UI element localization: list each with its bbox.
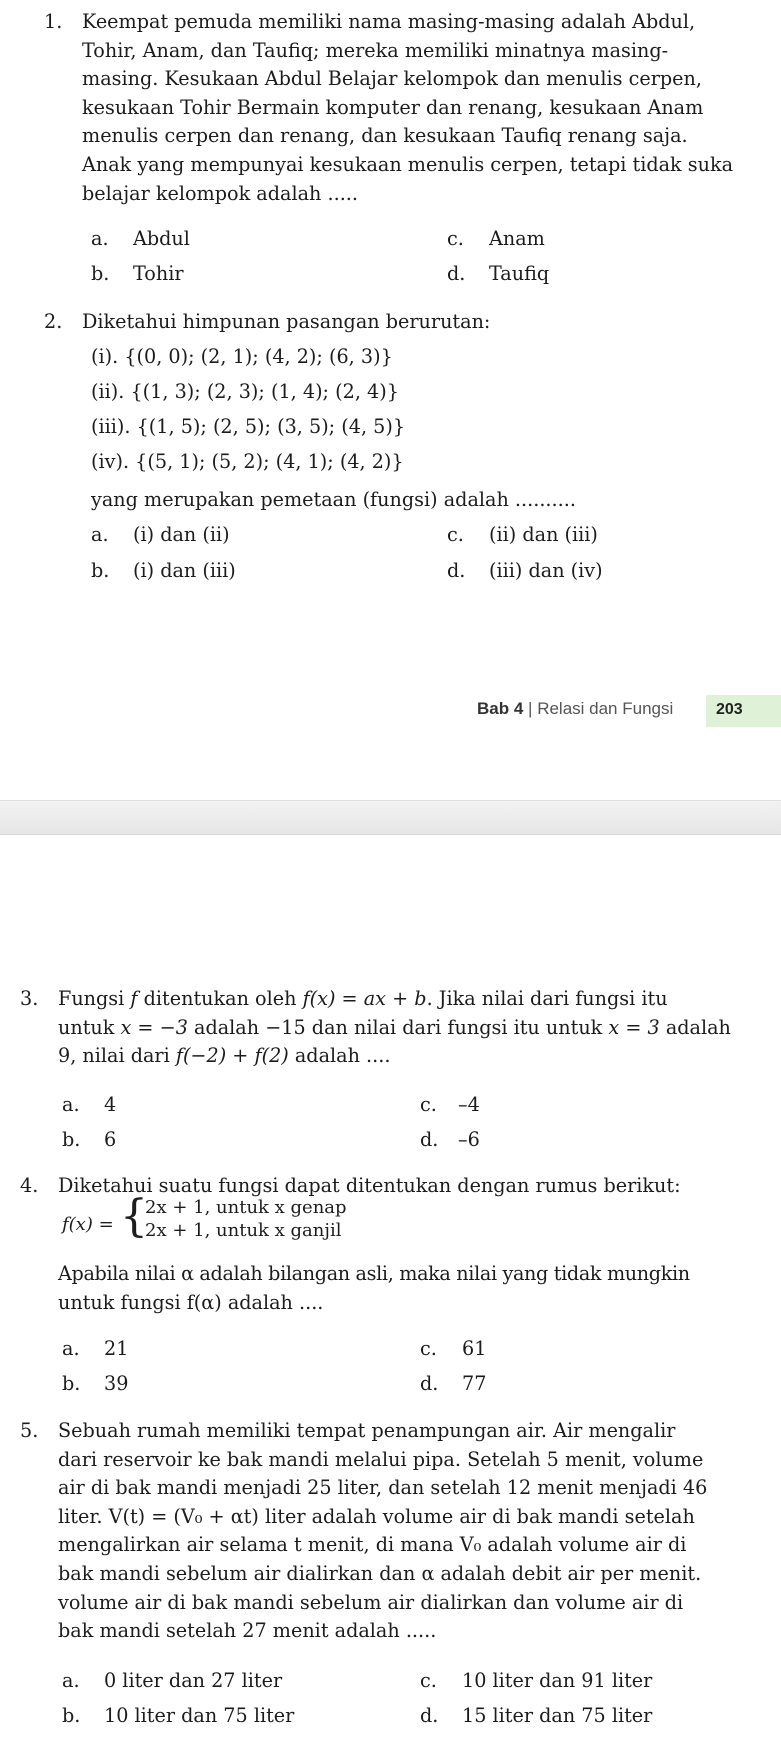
piecewise-brace: { [120, 1191, 148, 1242]
set-label: (i). [91, 345, 119, 368]
question-line: masing. Kesukaan Abdul Belajar kelompok dan menulis cerpen, [82, 67, 702, 91]
separator: | [528, 699, 533, 718]
set-i [91, 343, 393, 371]
text-run: adalah .... [288, 1044, 391, 1068]
option-text: (iii) dan (iv) [489, 559, 603, 582]
option-text: 39 [104, 1372, 129, 1395]
question-line: mengalirkan air selama t menit, di mana V₀ adalah volume air di [58, 1533, 687, 1557]
set-value: {(1, 3); (2, 3); (1, 4); (2, 4)} [130, 380, 399, 403]
set-label: (iii). [91, 415, 131, 438]
set-ii [91, 378, 399, 406]
question-line: bak mandi sebelum air dialirkan dan α adalah debit air per menit. [58, 1561, 702, 1585]
option-text: (i) dan (ii) [133, 523, 230, 546]
question-line [58, 985, 760, 1014]
question-number: 5. [20, 1419, 39, 1442]
question-number: 4. [20, 1174, 39, 1197]
option-letter: d. [420, 1704, 439, 1727]
option-c[interactable] [447, 225, 545, 253]
option-b[interactable] [62, 1370, 128, 1398]
question-line: bak mandi setelah 27 menit adalah ..... [58, 1619, 437, 1643]
option-b[interactable] [91, 557, 236, 585]
question-line: kesukaan Tohir Bermain komputer dan renang, kesukaan Anam [82, 95, 704, 119]
question-line: Anak yang mempunyai kesukaan menulis cerpen, tetapi tidak suka [82, 152, 734, 176]
option-letter: a. [62, 1093, 80, 1116]
option-a[interactable] [91, 225, 190, 253]
math-formula: x = −3 [120, 1015, 188, 1039]
question-line: air di bak mandi menjadi 25 liter, dan setelah 12 menit menjadi 46 [58, 1476, 708, 1500]
option-text: 4 [104, 1093, 117, 1116]
question-line: menulis cerpen dan renang, dan kesukaan Taufiq renang saja. [82, 124, 688, 148]
question-line: Keempat pemuda memiliki nama masing-masing adalah Abdul, [82, 10, 696, 33]
math-f: f [130, 987, 138, 1010]
set-value: {(0, 0); (2, 1); (4, 2); (6, 3)} [124, 345, 393, 368]
page-number: 203 [716, 701, 743, 718]
option-text: (ii) dan (iii) [489, 523, 598, 546]
option-text: (i) dan (iii) [133, 559, 236, 582]
option-c[interactable] [420, 1091, 480, 1119]
option-letter: a. [91, 227, 109, 250]
option-c[interactable] [420, 1667, 652, 1695]
option-letter: b. [62, 1128, 81, 1151]
piecewise-lhs: f(x) = [62, 1214, 114, 1235]
option-letter: d. [447, 262, 466, 285]
option-letter: b. [91, 262, 110, 285]
text-run: Fungsi [58, 987, 131, 1010]
math-formula: f(−2) + f(2) [175, 1044, 289, 1068]
question-line: volume air di bak mandi sebelum air dialirkan dan volume air di [58, 1590, 684, 1614]
set-label: (ii). [91, 380, 125, 403]
text-run: untuk [58, 1015, 121, 1039]
chapter-number: Bab 4 [477, 699, 524, 718]
question-number: 2. [44, 310, 63, 333]
option-letter: d. [420, 1372, 439, 1395]
question-intro: Diketahui suatu fungsi dapat ditentukan dengan rumus berikut: [58, 1174, 681, 1197]
question-line: untuk fungsi f(α) adalah .... [58, 1290, 324, 1314]
piecewise-case-odd: 2x + 1, untuk x ganjil [145, 1220, 342, 1241]
option-letter: a. [62, 1337, 80, 1360]
option-letter: c. [447, 227, 464, 250]
option-a[interactable] [62, 1667, 282, 1695]
option-d[interactable] [447, 260, 549, 288]
option-letter: a. [91, 523, 109, 546]
option-c[interactable] [447, 521, 598, 549]
question-line: liter. V(t) = (V₀ + αt) liter adalah volume air di bak mandi setelah [58, 1504, 695, 1528]
text-run: adalah [659, 1015, 731, 1039]
option-text: 77 [462, 1372, 487, 1395]
question-line: Tohir, Anam, dan Taufiq; mereka memiliki minatnya masing- [82, 38, 669, 62]
option-text: 15 liter dan 75 liter [462, 1704, 653, 1727]
option-text: 10 liter dan 91 liter [462, 1669, 653, 1692]
option-letter: c. [447, 523, 464, 546]
question-line: belajar kelompok adalah ..... [82, 181, 358, 205]
page-footer [0, 695, 781, 727]
option-text: 61 [462, 1337, 487, 1360]
chapter-label [477, 699, 673, 719]
option-text: Abdul [133, 227, 190, 250]
option-letter: c. [420, 1337, 437, 1360]
option-letter: a. [62, 1669, 80, 1692]
option-text: Anam [489, 227, 545, 250]
option-text: 6 [104, 1128, 117, 1151]
option-d[interactable] [420, 1702, 652, 1730]
set-value: {(5, 1); (5, 2); (4, 1); (4, 2)} [135, 450, 404, 473]
text-run: adalah −15 dan nilai dari fungsi itu untuk [187, 1015, 609, 1039]
option-a[interactable] [62, 1335, 128, 1363]
set-iii [91, 413, 405, 441]
option-text: –6 [458, 1128, 480, 1151]
option-letter: b. [91, 559, 110, 582]
option-text: Taufiq [489, 262, 550, 285]
option-text: 21 [104, 1337, 129, 1360]
chapter-title: Relasi dan Fungsi [537, 699, 674, 718]
option-text: Tohir [133, 262, 184, 285]
option-a[interactable] [62, 1091, 116, 1119]
option-text: 10 liter dan 75 liter [104, 1704, 295, 1727]
page-number-badge [706, 695, 781, 727]
option-d[interactable] [420, 1370, 486, 1398]
option-text: –4 [458, 1093, 480, 1116]
page-203 [0, 0, 781, 800]
set-iv [91, 448, 404, 476]
page-204 [0, 835, 781, 1755]
option-letter: d. [447, 559, 466, 582]
option-b[interactable] [91, 260, 184, 288]
option-b[interactable] [62, 1702, 294, 1730]
question-line: dari reservoir ke bak mandi melalui pipa. Setelah 5 menit, volume [58, 1447, 704, 1471]
question-line: Apabila nilai α adalah bilangan asli, maka nilai yang tidak mungkin [58, 1262, 690, 1285]
question-text: yang merupakan pemetaan (fungsi) adalah .......... [91, 488, 576, 511]
text-run: 9, nilai dari [58, 1044, 176, 1068]
option-letter: c. [420, 1093, 437, 1116]
question-number: 1. [44, 10, 63, 33]
math-formula: f(x) = ax + b [302, 987, 427, 1010]
question-prompt [91, 486, 576, 514]
option-c[interactable] [420, 1335, 486, 1363]
question-intro: Diketahui himpunan pasangan berurutan: [82, 310, 491, 333]
question-line [58, 1014, 760, 1043]
set-label: (iv). [91, 450, 130, 473]
question-line [58, 1042, 760, 1071]
option-a[interactable] [91, 521, 230, 549]
option-letter: c. [420, 1669, 437, 1692]
option-d[interactable] [447, 557, 603, 585]
option-d[interactable] [420, 1126, 480, 1154]
option-letter: b. [62, 1372, 81, 1395]
question-line: Sebuah rumah memiliki tempat penampungan air. Air mengalir [58, 1419, 676, 1442]
question-number: 3. [20, 987, 39, 1010]
math-formula: x = 3 [608, 1015, 660, 1039]
piecewise-case-even: 2x + 1, untuk x genap [145, 1197, 347, 1218]
page-separator [0, 800, 781, 835]
question-4-text [58, 1260, 760, 1317]
option-letter: b. [62, 1704, 81, 1727]
option-letter: d. [420, 1128, 439, 1151]
set-value: {(1, 5); (2, 5); (3, 5); (4, 5)} [136, 415, 406, 438]
text-run: . Jika nilai dari fungsi itu [426, 987, 668, 1010]
option-b[interactable] [62, 1126, 116, 1154]
option-text: 0 liter dan 27 liter [104, 1669, 283, 1692]
text-run: ditentukan oleh [137, 987, 303, 1010]
